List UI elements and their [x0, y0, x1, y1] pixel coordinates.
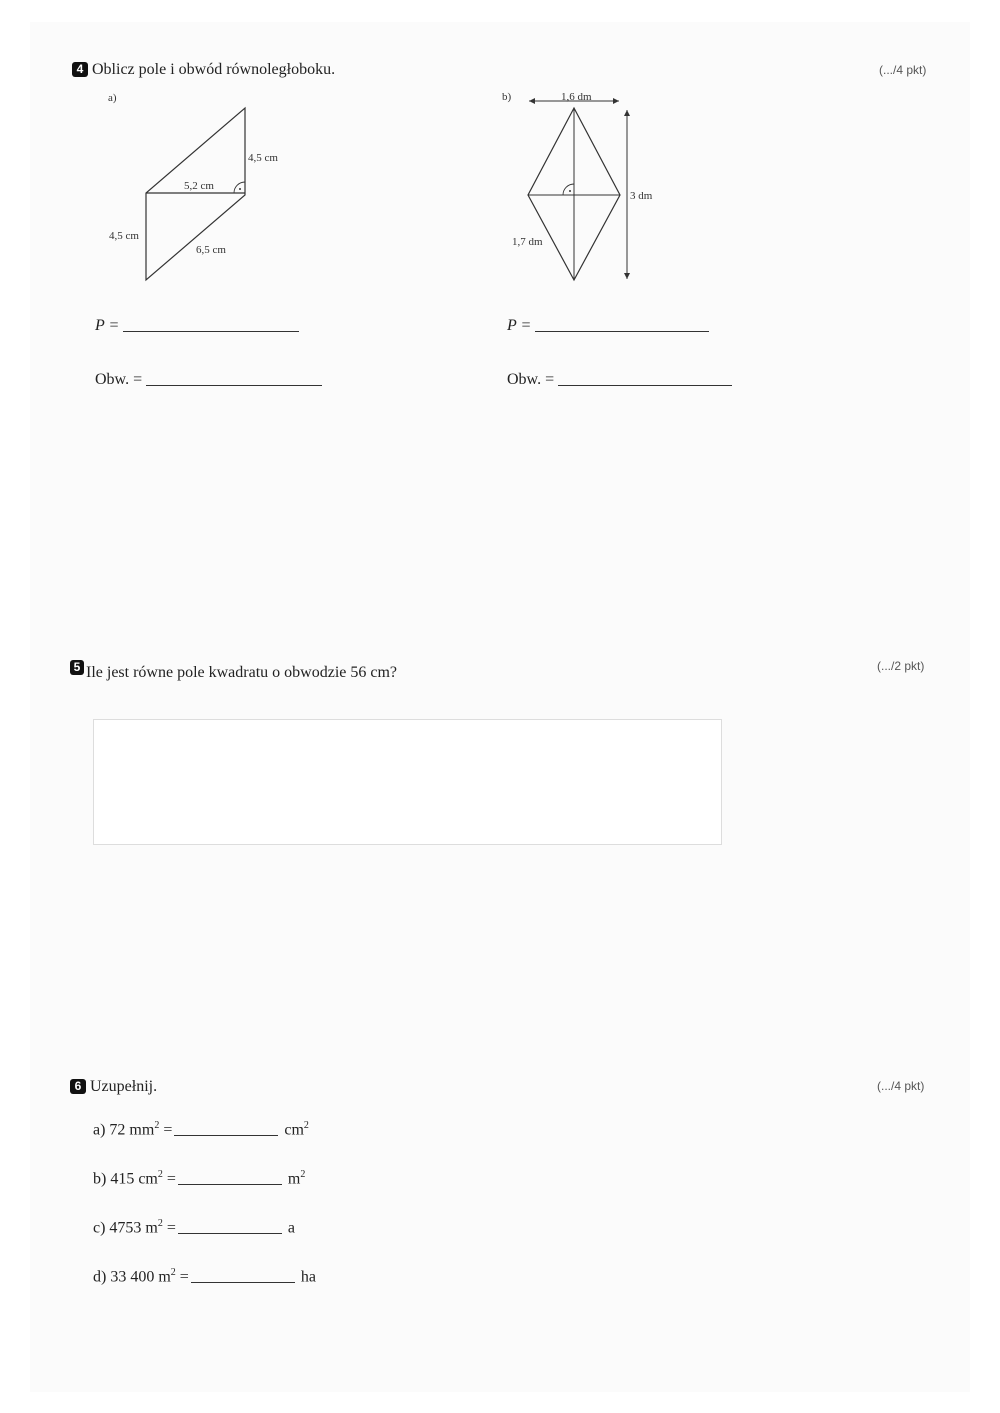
conversion-a-unit-exponent: 2	[303, 1120, 309, 1131]
conversion-c-exponent: 2	[157, 1218, 163, 1229]
width-arrow-right	[613, 98, 619, 104]
task6-points: (.../4 pkt)	[877, 1079, 925, 1093]
figure-a-side-left: 4,5 cm	[109, 230, 139, 242]
figure-a-label: a)	[108, 92, 117, 104]
conversion-a-exponent: 2	[154, 1120, 160, 1131]
conversion-item-a: a) 72 $mm^2 = cm^2$	[93, 1120, 309, 1139]
figure-a-parallelogram	[100, 85, 300, 290]
figure-b-height: 3 dm	[630, 190, 653, 202]
conversion-c-value: c) 4753 m	[93, 1219, 158, 1237]
answer-a-perimeter-blank[interactable]	[146, 371, 322, 386]
figure-b-rhombus	[495, 83, 675, 288]
answer-a-area-blank[interactable]	[123, 317, 299, 332]
answer-a-perimeter	[95, 371, 322, 389]
conversion-d-unit: ha	[300, 1268, 316, 1286]
conversion-b-unit: m	[287, 1170, 301, 1188]
figure-b-side: 1,7 dm	[512, 236, 543, 248]
answer-b-perimeter-label: Obw. =	[507, 371, 555, 388]
task6-number-badge: 6	[70, 1079, 86, 1094]
answer-b-area-label: P =	[507, 317, 532, 334]
conversion-a-blank[interactable]	[174, 1121, 278, 1136]
conversion-c-blank[interactable]	[178, 1219, 282, 1234]
task5-number-badge: 5	[70, 660, 84, 675]
task5-title: Ile jest równe pole kwadratu o obwodzie 56 cm?	[86, 664, 398, 681]
conversion-c-unit: a	[287, 1219, 296, 1237]
task5-heading	[70, 660, 397, 682]
conversion-item-b: b) 415 $cm^2 = m^2$	[93, 1169, 306, 1188]
rhombus-right-angle-dot	[569, 190, 571, 192]
conversion-item-d: d) 33 400 $m^2$ = ha	[93, 1267, 316, 1286]
width-arrow-left	[529, 98, 535, 104]
conversion-b-exponent: 2	[157, 1169, 163, 1180]
answer-a-area	[95, 317, 299, 335]
task5-points: (.../2 pkt)	[877, 659, 925, 673]
figure-a-side-right: 4,5 cm	[248, 152, 278, 164]
task4-title: Oblicz pole i obwód równoległoboku.	[92, 61, 336, 78]
conversion-a-unit: cm	[284, 1121, 304, 1139]
figure-b-label: b)	[502, 91, 512, 103]
answer-b-area-blank[interactable]	[535, 317, 709, 332]
conversion-a-value: a) 72 mm	[93, 1121, 155, 1139]
conversion-d-value: d) 33 400 m	[93, 1268, 171, 1286]
conversion-b-unit-exponent: 2	[300, 1169, 306, 1180]
figure-a-side-bottom: 6,5 cm	[196, 244, 226, 256]
rhombus-right-angle-mark	[563, 184, 574, 195]
answer-a-perimeter-label: Obw. =	[95, 371, 143, 388]
task4-heading	[72, 61, 335, 79]
conversion-b-value: b) 415 cm	[93, 1170, 158, 1188]
right-angle-dot	[239, 188, 241, 190]
height-arrow-bottom	[624, 273, 630, 279]
task4-points: (.../4 pkt)	[879, 63, 927, 77]
conversion-d-blank[interactable]	[191, 1268, 295, 1283]
figure-a-height: 5,2 cm	[184, 180, 214, 192]
conversion-b-blank[interactable]	[178, 1170, 282, 1185]
height-arrow-top	[624, 110, 630, 116]
right-angle-mark	[234, 182, 245, 193]
task6-heading	[70, 1078, 157, 1096]
conversion-item-c: c) 4753 $m^2 = a$	[93, 1218, 296, 1237]
conversion-d-exponent: 2	[170, 1267, 176, 1278]
answer-b-area	[507, 317, 709, 335]
task6-title: Uzupełnij.	[90, 1078, 158, 1095]
figure-b-width: 1,6 dm	[561, 91, 592, 103]
answer-b-perimeter-blank[interactable]	[558, 371, 732, 386]
answer-a-area-label: P =	[95, 317, 120, 334]
answer-b-perimeter	[507, 371, 732, 389]
task5-answer-box[interactable]	[93, 719, 722, 845]
task4-number-badge: 4	[72, 62, 88, 77]
